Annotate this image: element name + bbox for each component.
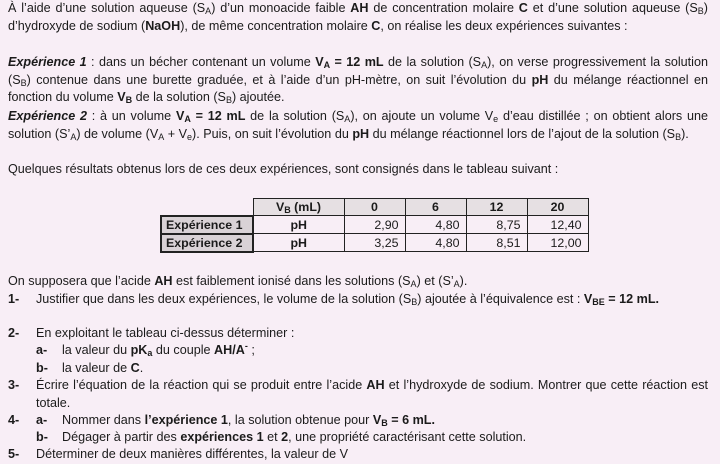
question-2b	[36, 360, 143, 378]
ph-unit-cell: pH	[253, 234, 344, 252]
subscript: A	[344, 114, 351, 124]
sub-question-letter: b-	[36, 361, 48, 375]
volume-value: = 12 mL	[330, 55, 384, 69]
volume-symbol: V	[117, 90, 126, 105]
ph-value-cell: 8,75	[466, 216, 527, 234]
volume-header-cell	[253, 199, 344, 216]
question-text-part: ) ajoutée à l’équivalence est :	[417, 292, 584, 306]
question-text-part: , la solution obtenue pour	[227, 413, 373, 427]
experience-text: + V	[164, 126, 187, 141]
volume-value: = 12 mL	[190, 109, 246, 123]
ph-value-cell: 4,80	[405, 216, 466, 234]
experience-text: d’eau distillée ; on obtient alors une solution (S’	[8, 109, 708, 141]
question-4a	[8, 412, 708, 430]
volume-cell: 20	[527, 199, 588, 216]
experience-text: : à un volume	[86, 109, 176, 123]
experience-2-title: Expérience 2	[8, 109, 87, 123]
experience-text: ). Puis, on suit l’évolution du	[192, 126, 353, 141]
ph-value-cell: 3,25	[344, 234, 405, 252]
subscript: A	[323, 60, 331, 70]
acid-formula: AH	[154, 274, 173, 288]
subscript: A	[205, 6, 212, 16]
experience-2-paragraph	[8, 108, 708, 143]
question-text-part: , une propriété caractérisant cette solution.	[288, 430, 527, 444]
hypothesis-line	[8, 273, 708, 291]
subscript: B	[225, 95, 232, 106]
subscript: A	[410, 279, 417, 289]
experience-1-title: Expérience 1	[8, 55, 87, 69]
question-text: Déterminer de deux manières différentes, la valeur de V	[36, 447, 348, 461]
pka-symbol: pK	[130, 343, 148, 357]
concentration-symbol: C	[371, 18, 381, 33]
intro-text: ), de même concentration molaire	[180, 18, 372, 33]
ph-value-cell: 12,00	[527, 234, 588, 252]
volume-symbol: V	[275, 200, 285, 214]
volume-cell: 6	[405, 199, 466, 216]
ph-label: pH	[531, 72, 549, 87]
question-1	[8, 291, 708, 309]
experience-reference: l’expérience 1	[144, 413, 228, 427]
question-text-part: la valeur du	[62, 343, 131, 357]
summary-text: Quelques résultats obtenus lors de ces deux expériences, sont consignés dans le tableau suivant :	[8, 162, 559, 176]
subscript: e	[493, 114, 499, 124]
intro-text: À l’aide d’une solution aqueuse (S	[8, 1, 206, 15]
intro-text: et d’une solution aqueuse (S	[527, 1, 698, 15]
intro-paragraph	[8, 0, 708, 35]
acid-formula: AH	[350, 1, 369, 15]
volume-symbol: V	[484, 109, 494, 123]
intro-text: ) d’un monoacide faible	[211, 1, 351, 15]
question-number: 2-	[8, 326, 20, 340]
experience-text: de la solution (S	[245, 109, 345, 123]
table-row	[161, 216, 588, 234]
acid-formula: AH	[366, 378, 385, 392]
experience-text: ), on verse progressivement la solution (S	[8, 55, 708, 87]
subscript: B	[20, 77, 27, 88]
subscript: A	[158, 131, 165, 142]
subscript: B	[675, 131, 682, 142]
subscript: BE	[592, 297, 605, 307]
intro-text: ) d’hydroxyde de sodium (	[8, 1, 708, 33]
volume-symbol: V	[583, 292, 593, 306]
question-text-part: Nommer dans	[62, 413, 145, 427]
question-number: 3-	[8, 378, 20, 392]
subscript: B	[125, 95, 133, 106]
question-text-part: Dégager à partir des	[62, 430, 181, 444]
subscript: e	[187, 131, 193, 142]
volume-value: = 12 mL.	[604, 292, 660, 306]
results-table	[160, 198, 589, 253]
experience-reference: 2	[281, 430, 289, 444]
row-label-cell: Expérience 2	[161, 234, 253, 252]
volume-cell: 0	[344, 199, 405, 216]
question-number: 5-	[8, 447, 20, 461]
volume-unit: (mL)	[290, 200, 322, 214]
question-text: En exploitant le tableau ci-dessus déterminer :	[36, 326, 295, 340]
experience-text: du mélange réactionnel en fonction du volume	[8, 72, 708, 105]
experience-text: ) contenue dans une burette graduée, et à l’aide d’un pH-mètre, on suit l’évolution du	[26, 72, 532, 87]
subscript: B	[697, 6, 704, 16]
volume-cell: 12	[466, 199, 527, 216]
question-text	[36, 412, 708, 430]
base-formula: NaOH	[145, 18, 181, 33]
row-label-cell: Expérience 1	[161, 216, 253, 234]
volume-symbol: V	[372, 413, 382, 427]
table-corner	[161, 199, 253, 216]
subscript: B	[411, 297, 418, 307]
question-5	[8, 446, 708, 464]
experience-1-paragraph	[8, 54, 708, 107]
experience-text: du mélange réactionnel lors de l’ajout de la solution (S	[369, 126, 676, 141]
question-text	[36, 377, 708, 412]
ph-label: pH	[352, 126, 370, 141]
sub-question-letter: a-	[36, 413, 48, 427]
question-text	[36, 291, 708, 309]
question-2	[8, 325, 708, 343]
hypothesis-text: ) et (S’	[416, 274, 454, 288]
subscript: A	[453, 279, 460, 289]
experience-text: ) de volume (V	[76, 126, 159, 141]
experience-text: ).	[681, 126, 689, 141]
question-text-part: du couple	[152, 343, 215, 357]
question-number: 4-	[8, 413, 20, 427]
question-number: 1-	[8, 292, 20, 306]
subscript: a	[147, 348, 153, 358]
experience-text: ), on ajoute un volume	[350, 109, 485, 123]
volume-symbol: V	[175, 109, 185, 123]
question-text-part: la valeur de	[62, 361, 131, 375]
question-text-part: Écrire l’équation de la réaction qui se produit entre l’acide	[36, 378, 367, 392]
intro-text: de concentration molaire	[368, 1, 519, 15]
experience-text: de la solution (S	[383, 55, 482, 69]
hypothesis-text: ).	[459, 274, 468, 288]
hypothesis-text: est faiblement ionisé dans les solutions (S	[172, 274, 411, 288]
subscript: B	[381, 418, 388, 428]
question-text-part: et	[263, 430, 282, 444]
ph-value-cell: 4,80	[405, 234, 466, 252]
question-2a	[36, 342, 255, 360]
question-text-part: et l’hydroxyde de sodium. Montrer que cette réaction est totale.	[36, 378, 708, 410]
question-3	[8, 377, 708, 412]
subscript: A	[481, 60, 488, 70]
sub-question-letter: a-	[36, 343, 48, 357]
hypothesis-text: On supposera que l’acide	[8, 274, 155, 288]
ph-value-cell: 8,51	[466, 234, 527, 252]
superscript: -	[244, 341, 248, 351]
table-row	[161, 234, 588, 252]
concentration-symbol: C	[130, 361, 140, 375]
experience-text: ) ajoutée.	[231, 90, 285, 105]
concentration-symbol: C	[518, 1, 528, 15]
subscript: A	[70, 131, 77, 142]
ph-unit-cell: pH	[253, 216, 344, 234]
question-text-part: Justifier que dans les deux expériences, le volume de la solution (S	[36, 292, 412, 306]
ph-value-cell: 2,90	[344, 216, 405, 234]
ph-value-cell: 12,40	[527, 216, 588, 234]
experience-reference: expériences 1	[180, 430, 264, 444]
subscript: A	[184, 114, 191, 124]
experience-text: : dans un bécher contenant un volume	[86, 55, 316, 69]
acid-base-couple: AH/A	[214, 343, 245, 357]
summary-line	[8, 161, 708, 179]
experience-text: de la solution (S	[132, 90, 226, 105]
table-header-row	[161, 199, 588, 216]
volume-symbol: V	[315, 55, 324, 69]
intro-text: , on réalise les deux expériences suivantes :	[380, 18, 628, 33]
subscript: B	[284, 205, 291, 215]
question-4b	[36, 429, 526, 447]
question-text-part: ;	[247, 343, 255, 357]
sub-question-letter: b-	[36, 430, 48, 444]
volume-value: = 6 mL.	[387, 413, 435, 427]
question-text-part: .	[139, 361, 144, 375]
